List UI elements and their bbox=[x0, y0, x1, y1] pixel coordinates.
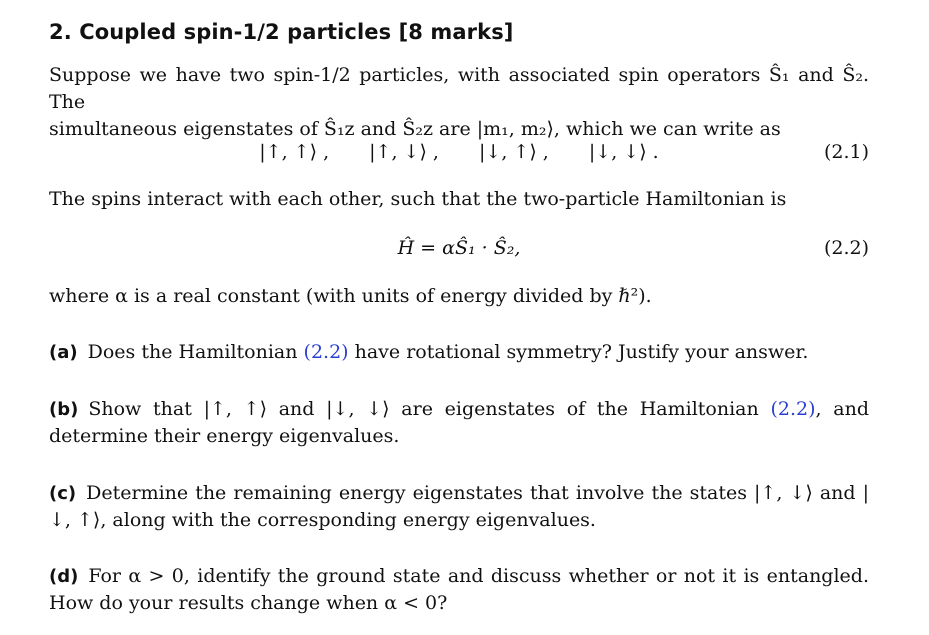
part-b bbox=[49, 396, 869, 450]
intro-paragraph bbox=[49, 62, 869, 143]
intro-line-2: simultaneous eigenstates of Ŝ₁z and Ŝ₂z are |m₁, m₂⟩, which we can write as bbox=[49, 118, 781, 140]
equation-2-1 bbox=[49, 139, 869, 166]
equation-number-2-2: (2.2) bbox=[823, 237, 869, 259]
equation-number-2-1: (2.1) bbox=[823, 141, 869, 163]
state-down-up: |↓, ↑⟩ , bbox=[479, 141, 549, 163]
problem-heading: 2. Coupled spin-1/2 particles [8 marks] bbox=[49, 20, 514, 44]
part-d-label: (d) bbox=[49, 566, 79, 587]
part-d bbox=[49, 563, 869, 617]
equation-2-2 bbox=[49, 235, 869, 262]
part-b-text-before: Show that |↑, ↑⟩ and |↓, ↓⟩ are eigenstates of the Hamiltonian bbox=[88, 398, 771, 420]
part-b-text-after: , and determine their energy eigenvalues. bbox=[49, 398, 870, 447]
state-up-up: |↑, ↑⟩ , bbox=[259, 141, 330, 163]
state-down-down: |↓, ↓⟩ . bbox=[588, 141, 659, 163]
part-a-label: (a) bbox=[49, 342, 78, 363]
equation-ref-link[interactable]: (2.2) bbox=[770, 398, 816, 420]
hamiltonian-intro: The spins interact with each other, such that the two-particle Hamiltonian is bbox=[49, 188, 787, 210]
part-c bbox=[49, 480, 869, 534]
intro-line-1: Suppose we have two spin-1/2 particles, with associated spin operators Ŝ₁ and Ŝ₂. The bbox=[49, 64, 869, 113]
equation-ref-link[interactable]: (2.2) bbox=[303, 341, 349, 363]
part-a bbox=[49, 339, 869, 366]
hamiltonian-expression: Ĥ = αŜ₁ · Ŝ₂, bbox=[397, 237, 521, 259]
part-a-text-before: Does the Hamiltonian bbox=[87, 341, 304, 363]
part-d-text: For α > 0, identify the ground state and discuss whether or not it is entangled. How do your results change when α < 0? bbox=[49, 565, 869, 614]
part-c-label: (c) bbox=[49, 483, 77, 504]
part-c-text: Determine the remaining energy eigenstates that involve the states |↑, ↓⟩ and |↓, ↑⟩, along with the corresponding energy eigenvalues. bbox=[49, 482, 869, 531]
problem-page bbox=[49, 18, 870, 614]
part-a-text-after: have rotational symmetry? Justify your answer. bbox=[348, 341, 809, 363]
part-b-label: (b) bbox=[49, 399, 79, 420]
state-up-down: |↑, ↓⟩ , bbox=[369, 141, 439, 163]
alpha-note: where α is a real constant (with units of energy divided by ℏ²). bbox=[49, 285, 652, 307]
